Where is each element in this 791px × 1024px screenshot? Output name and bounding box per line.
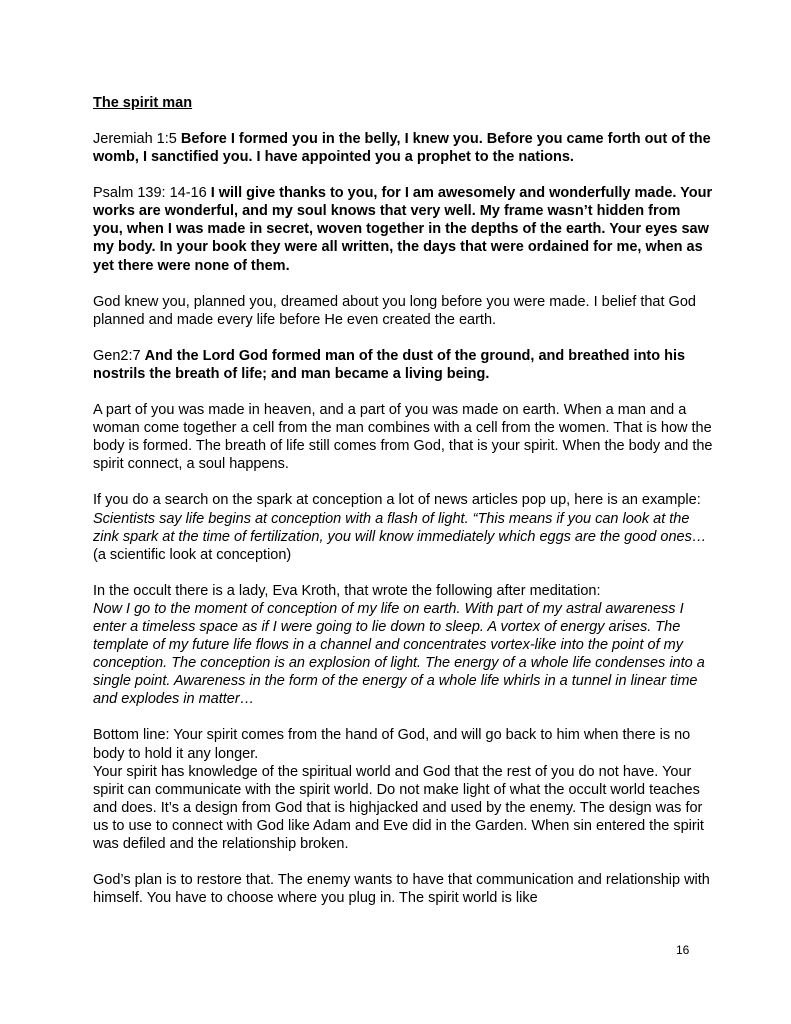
spark-quote-block bbox=[93, 510, 713, 564]
paragraph-heaven-earth: A part of you was made in heaven, and a part of you was made on earth. When a man and a woman come together a cell from the man combines with a cell from the women. That is how the body is formed. The breath of life still comes from God, that is your spirit. When the body and the spirit connect, a soul happens. bbox=[93, 402, 713, 473]
occult-intro: In the occult there is a lady, Eva Kroth, that wrote the following after meditation: bbox=[93, 582, 601, 599]
jeremiah-text: Before I formed you in the belly, I knew you. Before you came forth out of the womb, I sanctified you. I have appointed you a prophet to the nations. bbox=[93, 131, 711, 166]
spark-quote: Scientists say life begins at conception with a flash of light. “This means if you can look at the zink spark at the time of fertilization, you will know immediately which eggs are the good ones… bbox=[93, 510, 707, 545]
jeremiah-reference: Jeremiah 1:5 bbox=[93, 131, 181, 147]
genesis-reference: Gen2:7 bbox=[93, 347, 145, 364]
page-number: 16 bbox=[676, 943, 690, 957]
document-title: The spirit man bbox=[93, 95, 193, 111]
genesis-verse bbox=[93, 347, 713, 383]
occult-quote: Now I go to the moment of conception of my life on earth. With part of my astral awareness I enter a timeless space as if I were going to lie down to sleep. A vortex of energy arises. The template of my future life flows in a channel and concentrates vortex-like into the point of my conception. The conception is an explosion of light. The energy of a whole life condenses into a single point. Awareness in the form of the energy of a whole life whirls in a tunnel in linear time and explodes in matter… bbox=[93, 600, 705, 708]
psalm-text: I will give thanks to you, for I am awesomely and wonderfully made. Your works are wonderful, and my soul knows that very well. My frame wasn’t hidden from you, when I was made in secret, woven together in the depths of the earth. Your eyes saw my body. In your book they were all written, the days that were ordained for me, when as yet there were none of them. bbox=[93, 185, 713, 274]
spark-source: (a scientific look at conception) bbox=[93, 546, 292, 563]
psalm-reference: Psalm 139: 14-16 bbox=[93, 185, 211, 202]
psalm-verse bbox=[93, 184, 713, 274]
bottom-line: Bottom line: Your spirit comes from the hand of God, and will go back to him when there is no body to hold it any longer. bbox=[93, 727, 691, 762]
paragraph-god-knew: God knew you, planned you, dreamed about you long before you were made. I belief that God planned and made every life before He even created the earth. bbox=[93, 293, 696, 328]
genesis-text: And the Lord God formed man of the dust of the ground, and breathed into his nostrils the breath of life; and man became a living being. bbox=[93, 347, 686, 382]
spirit-knowledge: Your spirit has knowledge of the spiritual world and God that the rest of you do not have. Your spirit can communicate with the spirit world. Do not make light of what the occult world teaches and does. It’s a design from God that is highjacked and used by the enemy. The design was for us to use to connect with God like Adam and Eve did in the Garden. When sin entered the spirit was defiled and the relationship broken. bbox=[93, 763, 704, 852]
jeremiah-verse bbox=[93, 130, 713, 166]
document-page bbox=[93, 90, 713, 925]
gods-plan: God’s plan is to restore that. The enemy wants to have that communication and relationship with himself. You have to choose where you plug in. The spirit world is like bbox=[93, 872, 710, 907]
spark-intro: If you do a search on the spark at conception a lot of news articles pop up, here is an example: bbox=[93, 492, 701, 509]
